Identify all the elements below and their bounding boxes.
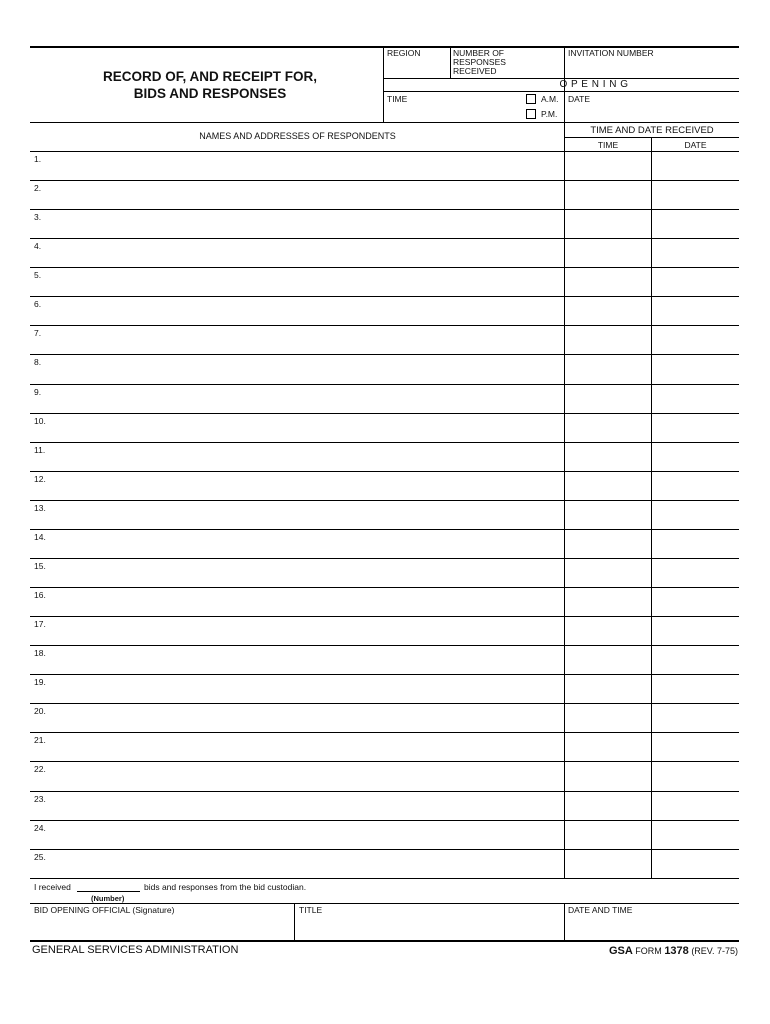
row-number: 25. <box>34 851 46 862</box>
form-revision: (REV. 7-75) <box>691 946 738 956</box>
row-number: 1. <box>34 154 42 164</box>
received-date-field[interactable] <box>653 443 738 470</box>
row-number: 16. <box>34 590 46 601</box>
bid-opening-official-label: BID OPENING OFFICIAL (Signature) <box>34 905 175 915</box>
row-divider <box>30 878 739 879</box>
respondent-name-address-field[interactable] <box>31 268 563 295</box>
am-checkbox[interactable] <box>526 94 536 104</box>
received-time-field[interactable] <box>566 762 650 789</box>
table-top-line <box>30 122 739 123</box>
received-time-field[interactable] <box>566 850 650 877</box>
date-and-time-label: DATE AND TIME <box>568 905 633 915</box>
received-time-field[interactable] <box>566 501 650 528</box>
number-of-label: NUMBER OF <box>453 48 504 58</box>
row-number: 20. <box>34 706 46 717</box>
respondent-name-address-field[interactable] <box>31 559 563 586</box>
respondent-name-address-field[interactable] <box>31 762 563 789</box>
received-time-field[interactable] <box>566 239 650 266</box>
respondent-name-address-field[interactable] <box>31 588 563 615</box>
respondent-name-address-field[interactable] <box>31 210 563 237</box>
row-number: 22. <box>34 764 46 775</box>
received-date-field[interactable] <box>653 792 738 819</box>
number-received-field[interactable] <box>77 880 140 891</box>
row-number: 17. <box>34 619 46 630</box>
form-word: FORM <box>635 946 662 956</box>
row-number: 11. <box>34 444 46 455</box>
opening-date-field[interactable] <box>565 104 738 121</box>
row-number: 19. <box>34 677 46 688</box>
header-divider-number <box>450 46 451 78</box>
received-time-field[interactable] <box>566 704 650 731</box>
received-time-field[interactable] <box>566 152 650 179</box>
number-underline <box>77 891 140 892</box>
invitation-number-field[interactable] <box>565 58 738 78</box>
bottom-border <box>30 940 739 942</box>
respondent-name-address-field[interactable] <box>31 501 563 528</box>
title-label: TITLE <box>299 905 323 915</box>
received-label: RECEIVED <box>453 66 497 76</box>
respondent-name-address-field[interactable] <box>31 181 563 208</box>
received-date-field[interactable] <box>653 675 738 702</box>
signature-top-line <box>30 903 739 904</box>
pm-label: P.M. <box>541 109 558 119</box>
row-number: 21. <box>34 735 46 746</box>
responses-label: RESPONSES <box>453 57 506 67</box>
received-time-field[interactable] <box>566 326 650 353</box>
received-time-field[interactable] <box>566 385 650 412</box>
row-number: 5. <box>34 270 42 281</box>
received-date-field[interactable] <box>653 268 738 295</box>
received-subheader-line <box>565 137 739 138</box>
respondent-name-address-field[interactable] <box>31 646 563 673</box>
form-title-line2: BIDS AND RESPONSES <box>133 86 287 101</box>
received-time-field[interactable] <box>566 617 650 644</box>
opening-date-label: DATE <box>568 94 591 104</box>
row-number: 2. <box>34 183 42 194</box>
received-date-field[interactable] <box>653 617 738 644</box>
respondent-name-address-field[interactable] <box>31 675 563 702</box>
received-date-field[interactable] <box>653 472 738 499</box>
received-time-field[interactable] <box>566 792 650 819</box>
received-date-field[interactable] <box>653 239 738 266</box>
row-number: 18. <box>34 648 46 659</box>
row-number: 7. <box>34 328 42 339</box>
pm-checkbox[interactable] <box>526 109 536 119</box>
respondent-name-address-field[interactable] <box>31 733 563 760</box>
received-date-field[interactable] <box>653 559 738 586</box>
received-date-field[interactable] <box>653 704 738 731</box>
received-time-field[interactable] <box>566 733 650 760</box>
number-caption: (Number) <box>91 894 125 903</box>
time-label: TIME <box>387 94 408 104</box>
row-number: 15. <box>34 560 46 571</box>
row-number: 6. <box>34 299 42 310</box>
received-time-field[interactable] <box>566 588 650 615</box>
received-date-field[interactable] <box>653 181 738 208</box>
received-date-field[interactable] <box>653 414 738 441</box>
opening-bottom-line <box>383 91 739 92</box>
form-gsa: GSA <box>608 945 633 957</box>
received-date-field[interactable] <box>653 152 738 179</box>
table-column-divider-date <box>651 137 652 879</box>
row-number: 9. <box>34 386 42 397</box>
received-date-field[interactable] <box>653 850 738 877</box>
time-date-received-header: TIME AND DATE RECEIVED <box>590 125 714 136</box>
respondent-name-address-field[interactable] <box>31 414 563 441</box>
received-date-field[interactable] <box>653 821 738 848</box>
received-time-field[interactable] <box>566 181 650 208</box>
signature-divider-date <box>564 903 565 941</box>
row-number: 23. <box>34 793 46 804</box>
row-number: 13. <box>34 502 46 513</box>
i-received-label: I received <box>34 882 71 892</box>
received-time-field[interactable] <box>566 821 650 848</box>
received-time-field[interactable] <box>566 646 650 673</box>
official-signature-field[interactable] <box>31 916 293 940</box>
respondent-name-address-field[interactable] <box>31 326 563 353</box>
received-date-field[interactable] <box>653 210 738 237</box>
received-time-field[interactable] <box>566 472 650 499</box>
respondent-name-address-field[interactable] <box>31 617 563 644</box>
respondent-name-address-field[interactable] <box>31 704 563 731</box>
received-date-field[interactable] <box>653 762 738 789</box>
form-title-line1: RECORD OF, AND RECEIPT FOR, <box>102 69 317 84</box>
signature-date-time-field[interactable] <box>566 916 738 940</box>
form-number <box>609 945 738 957</box>
row-number: 12. <box>34 473 46 484</box>
received-date-field[interactable] <box>653 588 738 615</box>
respondent-name-address-field[interactable] <box>31 297 563 324</box>
respondent-name-address-field[interactable] <box>31 239 563 266</box>
received-date-field[interactable] <box>653 326 738 353</box>
region-field[interactable] <box>384 58 449 78</box>
opening-time-field[interactable] <box>384 104 522 121</box>
received-date-field[interactable] <box>653 646 738 673</box>
bids-responses-text: bids and responses from the bid custodian. <box>144 882 307 892</box>
row-number: 24. <box>34 822 46 833</box>
form-number-value: 1378 <box>664 945 689 957</box>
received-date-field[interactable] <box>653 530 738 557</box>
received-time-field[interactable] <box>566 268 650 295</box>
received-date-field[interactable] <box>653 297 738 324</box>
received-time-field[interactable] <box>566 675 650 702</box>
row-number: 3. <box>34 212 42 223</box>
received-date-header: DATE <box>684 140 707 150</box>
received-time-header: TIME <box>597 140 619 150</box>
received-date-field[interactable] <box>653 355 738 382</box>
row-number: 14. <box>34 531 46 542</box>
respondent-name-address-field[interactable] <box>31 850 563 877</box>
row-number: 8. <box>34 357 42 368</box>
received-time-field[interactable] <box>566 559 650 586</box>
received-time-field[interactable] <box>566 443 650 470</box>
names-addresses-header: NAMES AND ADDRESSES OF RESPONDENTS <box>199 131 396 141</box>
received-date-field[interactable] <box>653 733 738 760</box>
row-number: 4. <box>34 241 42 252</box>
respondent-name-address-field[interactable] <box>31 821 563 848</box>
row-number: 10. <box>34 415 46 426</box>
respondent-name-address-field[interactable] <box>31 530 563 557</box>
signature-divider-title <box>294 903 295 941</box>
received-date-field[interactable] <box>653 501 738 528</box>
respondent-name-address-field[interactable] <box>31 385 563 412</box>
received-time-field[interactable] <box>566 414 650 441</box>
respondent-name-address-field[interactable] <box>31 355 563 382</box>
received-time-field[interactable] <box>566 297 650 324</box>
respondent-name-address-field[interactable] <box>31 152 563 179</box>
agency-name: GENERAL SERVICES ADMINISTRATION <box>32 944 239 956</box>
received-time-field[interactable] <box>566 210 650 237</box>
am-label: A.M. <box>541 94 559 104</box>
respondent-name-address-field[interactable] <box>31 443 563 470</box>
official-title-field[interactable] <box>296 916 563 940</box>
received-time-field[interactable] <box>566 530 650 557</box>
received-time-field[interactable] <box>566 355 650 382</box>
respondent-name-address-field[interactable] <box>31 792 563 819</box>
respondent-name-address-field[interactable] <box>31 472 563 499</box>
region-label: REGION <box>387 48 421 58</box>
received-date-field[interactable] <box>653 385 738 412</box>
invitation-number-label: INVITATION NUMBER <box>568 48 654 58</box>
opening-label: O P E N I N G <box>559 79 629 90</box>
